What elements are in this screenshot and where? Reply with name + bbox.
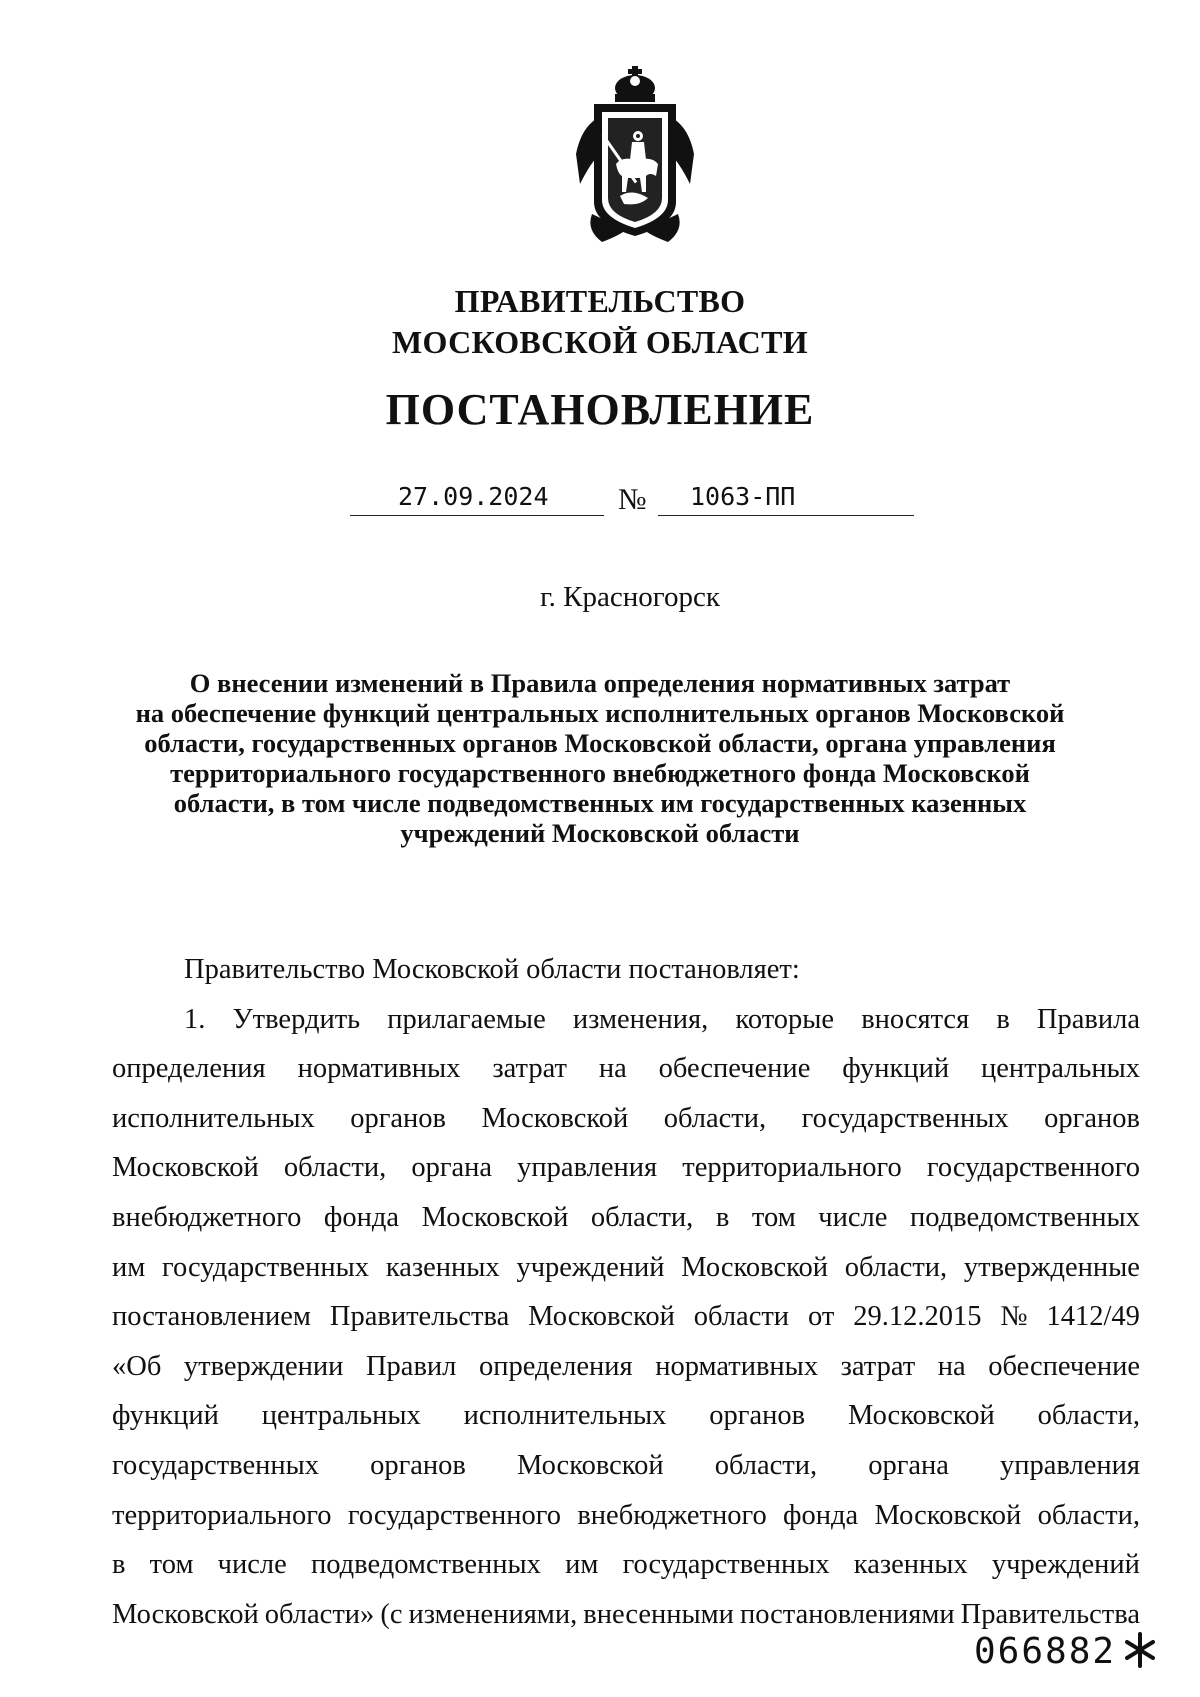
- body-word: Московской: [847, 1400, 995, 1432]
- body-word: области,: [714, 1449, 818, 1481]
- body-line: [112, 995, 1140, 1045]
- body-word: затрат: [840, 1350, 916, 1382]
- body-word: управления: [517, 1152, 658, 1184]
- body-word: изменениями,: [408, 1598, 578, 1630]
- body-word: определения: [478, 1350, 633, 1382]
- body-word: управления: [1000, 1449, 1140, 1481]
- body-word: 29.12.2015: [853, 1301, 982, 1333]
- date-underline: [350, 515, 604, 516]
- authority-name-line1: ПРАВИТЕЛЬСТВО: [454, 283, 746, 319]
- body-word: на: [598, 1053, 627, 1085]
- body-word: определения: [112, 1053, 266, 1085]
- body-word: на: [937, 1350, 966, 1382]
- body-word: числе: [217, 1549, 287, 1581]
- document-body: [112, 945, 1140, 1639]
- body-word: территориального: [682, 1152, 902, 1184]
- body-word: государственных: [162, 1251, 370, 1283]
- serial-number: 066882: [974, 1631, 1117, 1672]
- body-word: государственного: [926, 1152, 1140, 1184]
- body-line: [112, 1491, 1140, 1541]
- body-word: постановлением: [112, 1301, 311, 1333]
- title-line: территориального государственного внебюджетного фонда Московской: [170, 758, 1030, 788]
- body-word: обеспечение: [658, 1053, 811, 1085]
- body-word: изменения,: [572, 1003, 709, 1035]
- body-word: подведомственных: [909, 1201, 1140, 1233]
- body-word: органов: [709, 1400, 806, 1432]
- title-line: на обеспечение функций центральных исполнительных органов Московской: [135, 698, 1065, 728]
- body-word: центральных: [261, 1400, 421, 1432]
- body-word: 1412/49: [1046, 1301, 1140, 1333]
- body-word: государственных: [801, 1102, 1009, 1134]
- body-word: органов: [350, 1102, 447, 1134]
- body-word: Московской: [112, 1598, 259, 1630]
- body-word: подведомственных: [310, 1549, 541, 1581]
- body-word: 1.: [184, 1003, 206, 1035]
- body-line: [112, 1292, 1140, 1342]
- body-word: Правительства: [960, 1598, 1140, 1630]
- body-word: государственных: [622, 1549, 830, 1581]
- body-word: прилагаемые: [387, 1003, 546, 1035]
- number-underline: [658, 515, 914, 516]
- body-word: утвержденные: [963, 1251, 1140, 1283]
- body-word: фонда: [323, 1201, 400, 1233]
- body-line-text: Правительство Московской области постановляет:: [184, 954, 800, 985]
- body-word: Московской: [516, 1449, 664, 1481]
- body-word: которые: [735, 1003, 835, 1035]
- body-word: органов: [1044, 1102, 1140, 1134]
- body-word: им: [565, 1549, 599, 1581]
- asterisk-icon: [1122, 1628, 1158, 1672]
- body-word: им: [112, 1251, 146, 1283]
- body-word: (с: [380, 1598, 403, 1630]
- body-word: «Об: [112, 1350, 162, 1382]
- body-word: нормативных: [297, 1053, 461, 1085]
- body-word: учреждений: [516, 1251, 665, 1283]
- body-word: казенных: [385, 1251, 500, 1283]
- body-word: Московской: [112, 1152, 259, 1184]
- city: г. Красногорск: [540, 581, 720, 613]
- body-word: учреждений: [991, 1549, 1140, 1581]
- authority-name-line2: МОСКОВСКОЙ ОБЛАСТИ: [392, 324, 808, 360]
- body-word: казенных: [853, 1549, 968, 1581]
- body-word: обеспечение: [988, 1350, 1140, 1382]
- body-word: постановлениями: [739, 1598, 955, 1630]
- body-word: органа: [411, 1152, 493, 1184]
- body-word: Правил: [365, 1350, 457, 1382]
- body-word: внесенными: [583, 1598, 734, 1630]
- body-word: том: [751, 1201, 796, 1233]
- document-title: [100, 668, 1100, 848]
- body-word: нормативных: [655, 1350, 819, 1382]
- body-word: государственного: [347, 1499, 561, 1531]
- body-word: внебюджетного: [112, 1201, 302, 1233]
- document-date: 27.09.2024: [398, 482, 549, 511]
- title-line: области, в том числе подведомственных им государственных казенных: [173, 788, 1027, 818]
- body-word: том: [149, 1549, 194, 1581]
- body-word: органов: [370, 1449, 466, 1481]
- body-word: исполнительных: [112, 1102, 315, 1134]
- body-line: [112, 1143, 1140, 1193]
- body-word: №: [1000, 1301, 1028, 1333]
- coat-of-arms-icon: [562, 64, 708, 248]
- body-line: [112, 1094, 1140, 1144]
- body-word: Московской: [481, 1102, 629, 1134]
- body-word: области,: [663, 1102, 767, 1134]
- body-line: [112, 1193, 1140, 1243]
- body-word: исполнительных: [463, 1400, 667, 1432]
- body-word: области,: [590, 1201, 694, 1233]
- body-word: органа: [868, 1449, 949, 1481]
- body-word: затрат: [492, 1053, 567, 1085]
- title-line: учреждений Московской области: [400, 818, 800, 848]
- body-word: функций: [112, 1400, 219, 1432]
- body-line: [112, 1441, 1140, 1491]
- body-word: в: [715, 1201, 730, 1233]
- body-line: [112, 1044, 1140, 1094]
- body-line: [112, 1540, 1140, 1590]
- body-word: Московской: [874, 1499, 1022, 1531]
- body-word: центральных: [981, 1053, 1140, 1085]
- body-word: Правила: [1036, 1003, 1140, 1035]
- body-word: области»: [264, 1598, 375, 1630]
- body-word: утверждении: [183, 1350, 344, 1382]
- body-line: [112, 1342, 1140, 1392]
- document-type: ПОСТАНОВЛЕНИЕ: [385, 385, 815, 434]
- title-line: О внесении изменений в Правила определения нормативных затрат: [189, 668, 1011, 698]
- body-line: [112, 1391, 1140, 1441]
- body-word: функций: [842, 1053, 950, 1085]
- body-word: числе: [818, 1201, 888, 1233]
- body-word: вносятся: [861, 1003, 970, 1035]
- body-word: фонда: [783, 1499, 859, 1531]
- body-word: Московской: [681, 1251, 829, 1283]
- body-word: государственных: [112, 1449, 320, 1481]
- number-sign: №: [618, 483, 647, 516]
- body-word: области,: [1037, 1499, 1140, 1531]
- body-line: [112, 945, 1140, 995]
- body-word: Правительства: [329, 1301, 510, 1333]
- title-line: области, государственных органов Московской области, органа управления: [144, 728, 1056, 758]
- body-word: территориального: [112, 1499, 332, 1531]
- body-word: области,: [283, 1152, 387, 1184]
- body-word: области,: [1037, 1400, 1140, 1432]
- body-word: Утвердить: [232, 1003, 361, 1035]
- body-word: области,: [844, 1251, 948, 1283]
- body-word: области: [693, 1301, 790, 1333]
- document-number: 1063-ПП: [690, 482, 796, 511]
- body-word: внебюджетного: [577, 1499, 767, 1531]
- body-word: Московской: [421, 1201, 569, 1233]
- body-word: Московской: [528, 1301, 675, 1333]
- body-word: от: [807, 1301, 835, 1333]
- body-word: в: [112, 1549, 126, 1581]
- body-line: [112, 1243, 1140, 1293]
- body-word: в: [996, 1003, 1010, 1035]
